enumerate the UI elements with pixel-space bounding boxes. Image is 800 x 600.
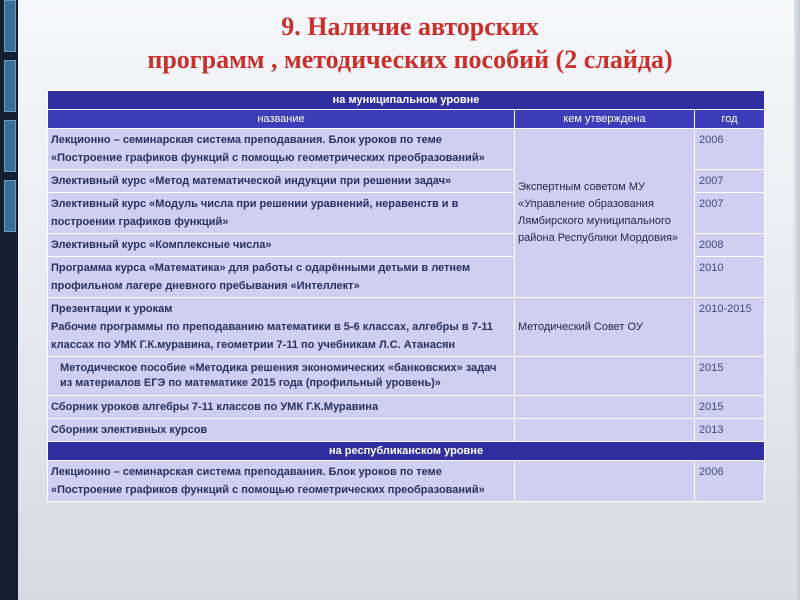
cell-year: 2007 xyxy=(695,193,765,234)
cell-name: Сборник элективных курсов xyxy=(48,419,515,442)
cell-year: 2006 xyxy=(695,129,765,170)
cell-approved-by-empty xyxy=(515,461,695,502)
title-line-2: программ , методических пособий (2 слайда) xyxy=(147,45,673,74)
cell-approved-by-expert-council: Экспертным советом МУ «Управление образования Лямбирского муниципального района Республики Мордовия» xyxy=(515,129,695,298)
table-row xyxy=(48,461,765,502)
cell-year: 2013 xyxy=(695,419,765,442)
left-decor-segment xyxy=(4,60,16,112)
table-row xyxy=(48,419,765,442)
cell-approved-by-empty xyxy=(515,396,695,419)
table-row xyxy=(48,129,765,170)
header-name: название xyxy=(48,110,515,129)
table-row xyxy=(48,396,765,419)
cell-name: Элективный курс «Комплексные числа» xyxy=(48,234,515,257)
left-decor-segment xyxy=(4,0,16,52)
header-approved-by: кем утверждена xyxy=(515,110,695,129)
cell-name: Методическое пособие «Методика решения экономических «банковских» задач из материалов ЕГЭ по математике 2015 года (профильный уровень)» xyxy=(48,357,515,396)
cell-name: Лекционно – семинарская система преподавания. Блок уроков по теме «Построение графиков функций с помощью геометрических преобразований» xyxy=(48,461,515,502)
section-label-municipal: на муниципальном уровне xyxy=(48,91,765,110)
left-decor-segment xyxy=(4,120,16,172)
cell-name: Элективный курс «Модуль числа при решении уравнений, неравенств и в построении графиков функций» xyxy=(48,193,515,234)
cell-name-group xyxy=(48,298,515,357)
cell-year: 2007 xyxy=(695,170,765,193)
right-edge-decor xyxy=(794,0,800,600)
cell-name: Элективный курс «Метод математической индукции при решении задач» xyxy=(48,170,515,193)
header-row xyxy=(48,110,765,129)
cell-year: 2010 xyxy=(695,257,765,298)
table-row xyxy=(48,357,765,396)
section-row-municipal xyxy=(48,91,765,110)
cell-name: Лекционно – семинарская система преподавания. Блок уроков по теме «Построение графиков функций с помощью геометрических преобразований» xyxy=(48,129,515,170)
cell-year: 2008 xyxy=(695,234,765,257)
cell-name-work-programs: Рабочие программы по преподаванию математики в 5-6 классах, алгебры в 7-11 классах по УМК Г.К.муравина, геометрии 7-11 по учебникам Л.С. Атанасян xyxy=(51,321,494,351)
section-label-republic: на республиканском уровне xyxy=(48,442,765,461)
title-line-1: 9. Наличие авторских xyxy=(281,12,539,41)
cell-year: 2010-2015 xyxy=(695,298,765,357)
programs-table xyxy=(47,90,765,502)
table-row xyxy=(48,298,765,357)
slide-title xyxy=(60,10,760,76)
cell-approved-by-empty xyxy=(515,419,695,442)
cell-approved-by-method-council: Методический Совет ОУ xyxy=(515,298,695,357)
header-year: год xyxy=(695,110,765,129)
cell-year: 2015 xyxy=(695,396,765,419)
left-decor-segment xyxy=(4,180,16,232)
cell-year: 2006 xyxy=(695,461,765,502)
cell-name: Сборник уроков алгебры 7-11 классов по УМК Г.К.Муравина xyxy=(48,396,515,419)
cell-name-presentations: Презентации к урокам xyxy=(51,303,173,315)
section-row-republic xyxy=(48,442,765,461)
cell-year: 2015 xyxy=(695,357,765,396)
cell-approved-by-empty xyxy=(515,357,695,396)
left-decor-bar xyxy=(0,0,18,600)
cell-name: Программа курса «Математика» для работы с одарёнными детьми в летнем профильном лагере дневного пребывания «Интеллект» xyxy=(48,257,515,298)
